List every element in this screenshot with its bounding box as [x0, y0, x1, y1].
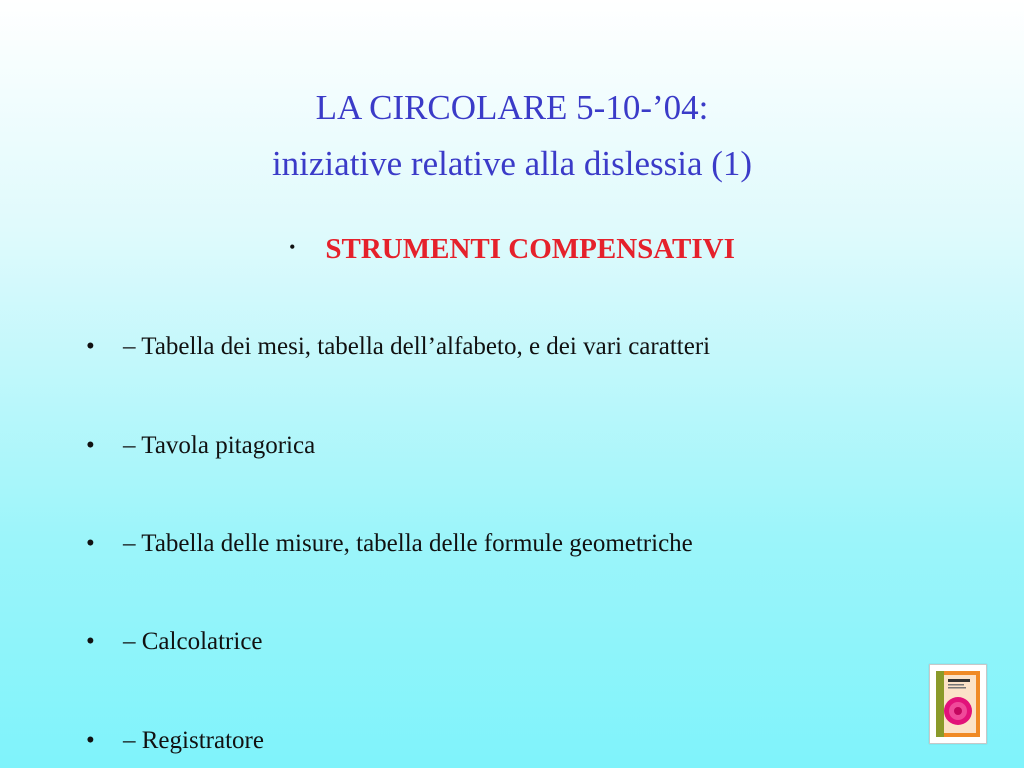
list-item-text: – Calcolatrice — [123, 628, 263, 655]
subheading-bullet: • — [289, 236, 296, 257]
book-cover-image — [930, 665, 986, 743]
list-item-text: – Tavola pitagorica — [123, 432, 316, 459]
list-bullet: • — [86, 432, 95, 459]
list-bullet: • — [86, 530, 95, 557]
book-cover-thumbnail-icon — [929, 664, 987, 744]
list-item-text: – Registratore — [123, 727, 264, 754]
list-item — [86, 433, 315, 458]
slide-title-line1: LA CIRCOLARE 5-10-’04: — [315, 88, 709, 127]
list-item-text: – Tabella dei mesi, tabella dell’alfabeto, e dei vari caratteri — [123, 333, 711, 360]
list-bullet: • — [86, 628, 95, 655]
subheading — [0, 232, 1024, 267]
subheading-text: STRUMENTI COMPENSATIVI — [325, 233, 735, 265]
list-bullet: • — [86, 727, 95, 754]
list-item-text: – Tabella delle misure, tabella delle formule geometriche — [123, 530, 693, 557]
list-item — [86, 334, 710, 359]
list-item — [86, 728, 264, 753]
list-bullet: • — [86, 333, 95, 360]
list-item — [86, 629, 263, 654]
slide-title-line2: iniziative relative alla dislessia (1) — [271, 144, 753, 183]
list-item — [86, 531, 693, 556]
